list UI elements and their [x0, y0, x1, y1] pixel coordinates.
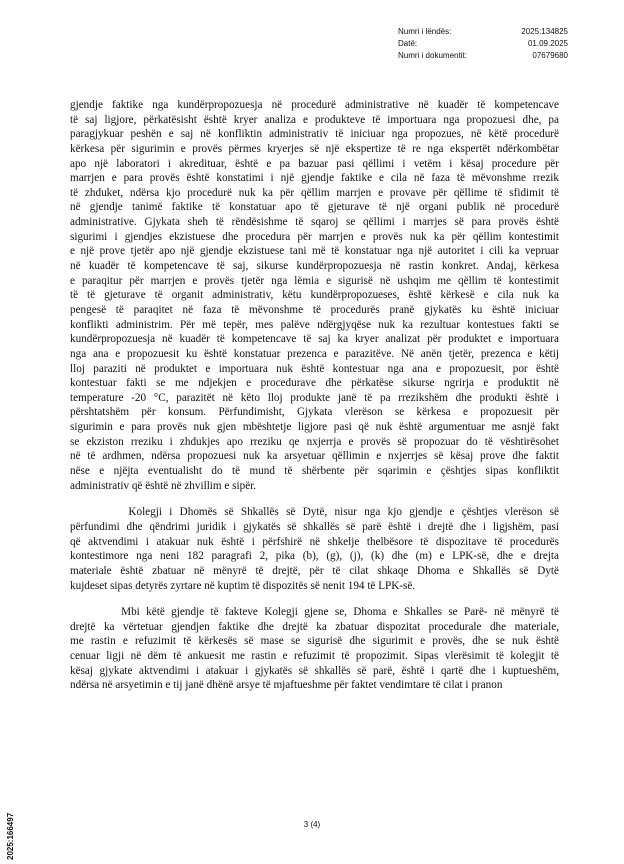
- text-line: kontestimore nga neni 182 paragrafi 2, pika (b), (g), (j), (k) dhe (m) e LPK-së, dhe e drejta: [70, 550, 559, 563]
- document-metadata: [398, 26, 568, 62]
- document-body: [70, 98, 559, 693]
- text-line: kontestuar fakti se me ndjekjen e procedurave dhe përkatëse sikurse ngrirja e produktit në: [70, 377, 559, 390]
- text-line: paragjykuar peshën e saj në konfliktin administrativ të iniciuar nga propozues, në këtë procedurë: [70, 128, 559, 141]
- paragraph: [70, 505, 559, 593]
- paragraph: [70, 605, 559, 693]
- text-line: lloj paraziti në produktet e importuara nuk është kontestuar nga ana e propozuesit, por është: [70, 362, 559, 375]
- text-line: të zhduket, ndërsa kjo procedurë nuk ka për qëllim marrjen e provave për qëllime të sfidimit të: [70, 186, 559, 199]
- date-label: Datë:: [398, 39, 418, 48]
- text-line: administrativ që është në zhvillim e sipër.: [70, 479, 257, 492]
- page-number: 3 (4): [303, 820, 321, 829]
- text-line: marrjen e para provës është konstatimi i një gjendje faktike e cila në faza të mëvonshme rrezik: [70, 172, 559, 185]
- paragraph-gap: [70, 493, 559, 505]
- text-line: Mbi këtë gjendje të fakteve Kolegji gjene se, Dhoma e Shkalles se Parë- në mënyrë të: [70, 606, 559, 619]
- text-line: kundërpropozuesja në kuadër të kompetencave të saj ka kryer analizat për produktet e importuara: [70, 333, 559, 346]
- text-line: temperature -20 °C, parazitët në këto lloj produkte janë të pa rrezikshëm dhe produkti është i: [70, 391, 559, 404]
- text-line: kësaj gjykate aktvendimi i atakuar i gjykatës së shkallës së parë, është i qartë dhe i kuptueshëm,: [70, 664, 559, 677]
- text-line: ndërsa në arsyetimin e tij janë dhënë arsye të mjaftueshme për faktet vendimtare të cilat i pranon: [70, 679, 503, 692]
- text-line: cenuar ligji në dëm të ankuesit me rastin e refuzimit të propozimit. Sipas vlerësimit të kolegjit të: [70, 650, 559, 663]
- case-number-label: Numri i lëndës:: [398, 27, 452, 36]
- paragraph: [70, 98, 559, 493]
- text-line: në kuadër të kompetencave të saj, sikurse kundërpropozuesja në rastin konkret. Andaj, kërkesa: [70, 260, 559, 273]
- document-number-row: [398, 50, 568, 62]
- text-line: të saj ligjore, përkatësisht është kryer analiza e produkteve të importuara nga propozuesi dhe, pa: [70, 113, 559, 126]
- date-value: 01.09.2025: [527, 39, 568, 48]
- text-line: se ekziston rreziku i zhdukjes apo rreziku qe nxjerrja e provës së propozuar do të vështirësohet: [70, 435, 559, 448]
- text-line: me rastin e refuzimit të kërkesës së mase se sigurisë dhe sigurimit e provës, dhe se nuk është: [70, 635, 559, 648]
- document-number-label: Numri i dokumentit:: [398, 51, 467, 60]
- text-line: përshtatshëm për konsum. Përfundimisht, Gjykata vlerëson se kërkesa e propozuesit për: [70, 406, 559, 419]
- case-number-value: 2025:134825: [521, 27, 568, 36]
- text-line: administrative. Gjykata sheh të rëndësishme të sqaroj se qëllimi i marrjes së para provës është: [70, 216, 559, 229]
- text-line: pengesë të paraqitet në faza të mëvonshme të procedurës pranë gjykatës ku është iniciuar: [70, 303, 559, 316]
- text-line: sigurimin e para provës nuk gjen mbështetje ligjore pasi që nuk është argumentuar me asnjë fakt: [70, 421, 559, 434]
- text-line: në gjendje tanimë faktike të konstatuar apo të gjeturave të një organi publik në procedurë: [70, 201, 559, 214]
- text-line: nga ana e propozuesit ku është konstatuar prezenca e parazitëve. Në anën tjetër, prezenca e këtij: [70, 347, 559, 360]
- text-line: në të ardhmen, ndërsa propozuesi nuk ka arsyetuar qëllimin e nxjerrjes së kësaj prove dhe faktit: [70, 450, 559, 463]
- text-line: të të gjeturave të organit administrativ, këtu kundërpropozueses, është kërkesë e cila nuk ka: [70, 289, 559, 302]
- text-line: gjendje faktike nga kundërpropozuesja në procedurë administrative në kuadër të kompetencave: [70, 99, 559, 111]
- paragraph-gap: [70, 593, 559, 605]
- date-row: [398, 38, 568, 50]
- text-line: e paraqitur për marrjen e provës tjetër nga lëmia e sigurisë në ushqim me qëllim të kontestimit: [70, 274, 559, 287]
- text-line: konflikti administrim. Për më tepër, mes palëve ndërgjyqëse nuk ka rezultuar kontestues fakti se: [70, 318, 559, 331]
- text-line: apo një laboratori i akredituar, është e pa bazuar pasi qëllimi i vetëm i kësaj procedure për: [70, 157, 559, 170]
- document-number-value: 07679680: [532, 51, 568, 60]
- text-line: sigurimi i gjendjes ekzistuese dhe procedura për marrjen e provës nuk ka për qëllim kontestimit: [70, 230, 559, 243]
- text-line: drejtë ka vërtetuar gjendjen faktike dhe drejtë ka zbatuar dispozitat procedurale dhe materiale,: [70, 620, 559, 633]
- text-line: që aktvendimi i atakuar nuk është i përfshirë në shkelje thelbësore të dispozitave të procedurës: [70, 535, 559, 548]
- text-line: kujdeset sipas detyrës zyrtare në kuptim të dispozitës së nenit 194 të LPK-së.: [70, 579, 416, 592]
- case-number-row: [398, 26, 568, 38]
- text-line: Kolegji i Dhomës së Shkallës së Dytë, nisur nga kjo gjendje e çështjes vlerëson së: [70, 506, 559, 519]
- text-line: materiale është zbatuar në mënyrë të drejtë, për të cilat shkaqe Dhoma e Shkallës së Dytë: [70, 564, 559, 577]
- text-line: kërkesa për sigurimin e provës përmes kryerjes së një ekspertize të re nga ekspertët ndërkombëtar: [70, 142, 559, 155]
- text-line: nëse e njëjta eventualisht do të mund të shërbente për sqarimin e çështjes sipas konfliktit: [70, 465, 559, 478]
- text-line: e një prove tjetër apo një gjendje ekzistuese tani më të konstatuar nga një autoritet i cili ka vepruar: [70, 245, 559, 258]
- text-line: përfundimi dhe qëndrimi juridik i gjykatës së shkallës së parë është i drejtë dhe i ligjshëm, pasi: [70, 520, 559, 533]
- side-reference-number: 2025:166497: [6, 812, 15, 860]
